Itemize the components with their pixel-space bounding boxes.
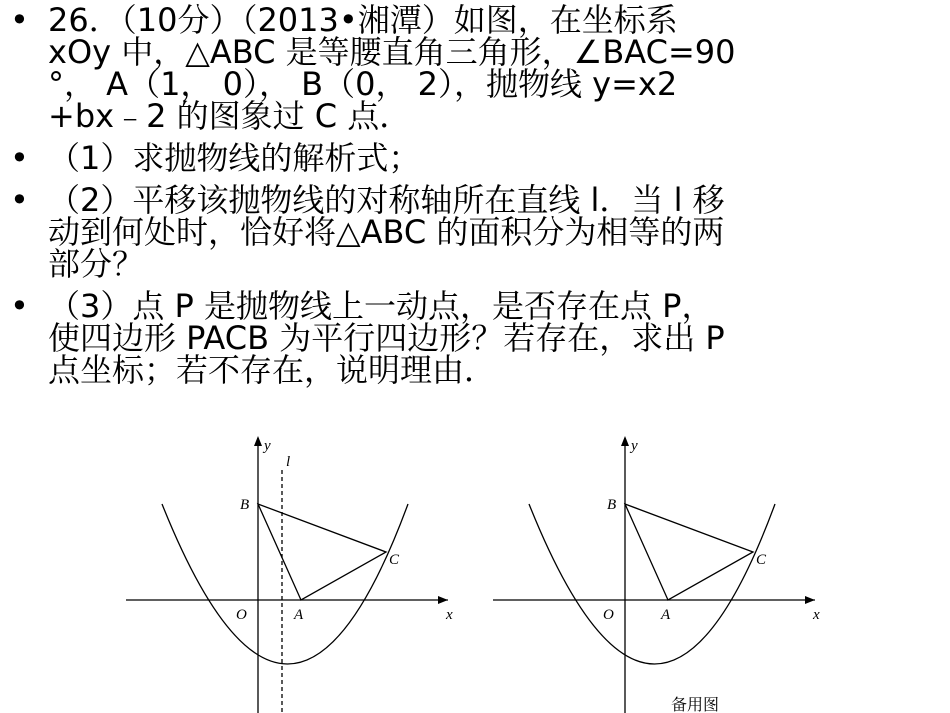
x-axis-label: x	[446, 607, 453, 623]
statement-line-1: 26．（10分）（2013•湘潭）如图，在坐标系	[48, 1, 678, 39]
origin-label: O	[236, 607, 247, 623]
point-b-label: B	[240, 497, 250, 513]
y-axis-label: y	[631, 438, 638, 454]
point-c-label: C	[389, 552, 400, 568]
line-l-label: l	[286, 454, 291, 470]
problem-list	[8, 1, 928, 396]
x-axis-arrow-icon	[805, 596, 815, 604]
point-a-label: A	[661, 607, 671, 623]
x-axis-arrow-icon	[438, 596, 448, 604]
parabola	[529, 504, 775, 664]
figure-caption: 备用图	[671, 697, 720, 713]
question-3-line-2: 使四边形 PACB 为平行四边形？若存在，求出 P	[48, 319, 725, 357]
x-axis-label: x	[813, 607, 820, 623]
backup-figure	[485, 430, 837, 713]
point-c-label: C	[756, 552, 767, 568]
point-b-label: B	[607, 497, 617, 513]
question-1-line-1: （1）求抛物线的解析式；	[48, 139, 421, 177]
bullet-icon: •	[10, 1, 29, 39]
y-axis-arrow-icon	[254, 436, 262, 446]
question-2-line-3: 部分？	[48, 245, 145, 283]
main-figure	[118, 430, 470, 713]
bullet-icon: •	[10, 287, 29, 325]
parabola	[162, 504, 408, 664]
question-2-line-2: 动到何处时，恰好将△ABC 的面积分为相等的两	[48, 213, 725, 251]
question-2	[8, 181, 928, 283]
origin-label: O	[603, 607, 614, 623]
statement-line-3: °， A（1， 0）， B（0， 2），抛物线 y=x2	[48, 65, 678, 103]
bullet-icon: •	[10, 181, 29, 219]
triangle-abc	[625, 504, 753, 600]
triangle-abc	[258, 504, 386, 600]
question-1	[8, 139, 928, 177]
question-3	[8, 287, 928, 389]
statement-line-2: xOy 中，△ABC 是等腰直角三角形，∠BAC=90	[48, 33, 736, 71]
bullet-icon: •	[10, 139, 29, 177]
question-3-line-1: （3）点 P 是抛物线上一动点，是否存在点 P，	[48, 287, 714, 325]
question-3-line-3: 点坐标；若不存在，说明理由．	[48, 351, 497, 389]
y-axis-arrow-icon	[621, 436, 629, 446]
y-axis-label: y	[264, 438, 271, 454]
point-a-label: A	[294, 607, 304, 623]
statement-line-4: +bx﹣2 的图象过 C 点．	[48, 97, 412, 135]
problem-statement	[8, 1, 928, 135]
question-2-line-1: （2）平移该抛物线的对称轴所在直线 l．当 l 移	[48, 181, 725, 219]
